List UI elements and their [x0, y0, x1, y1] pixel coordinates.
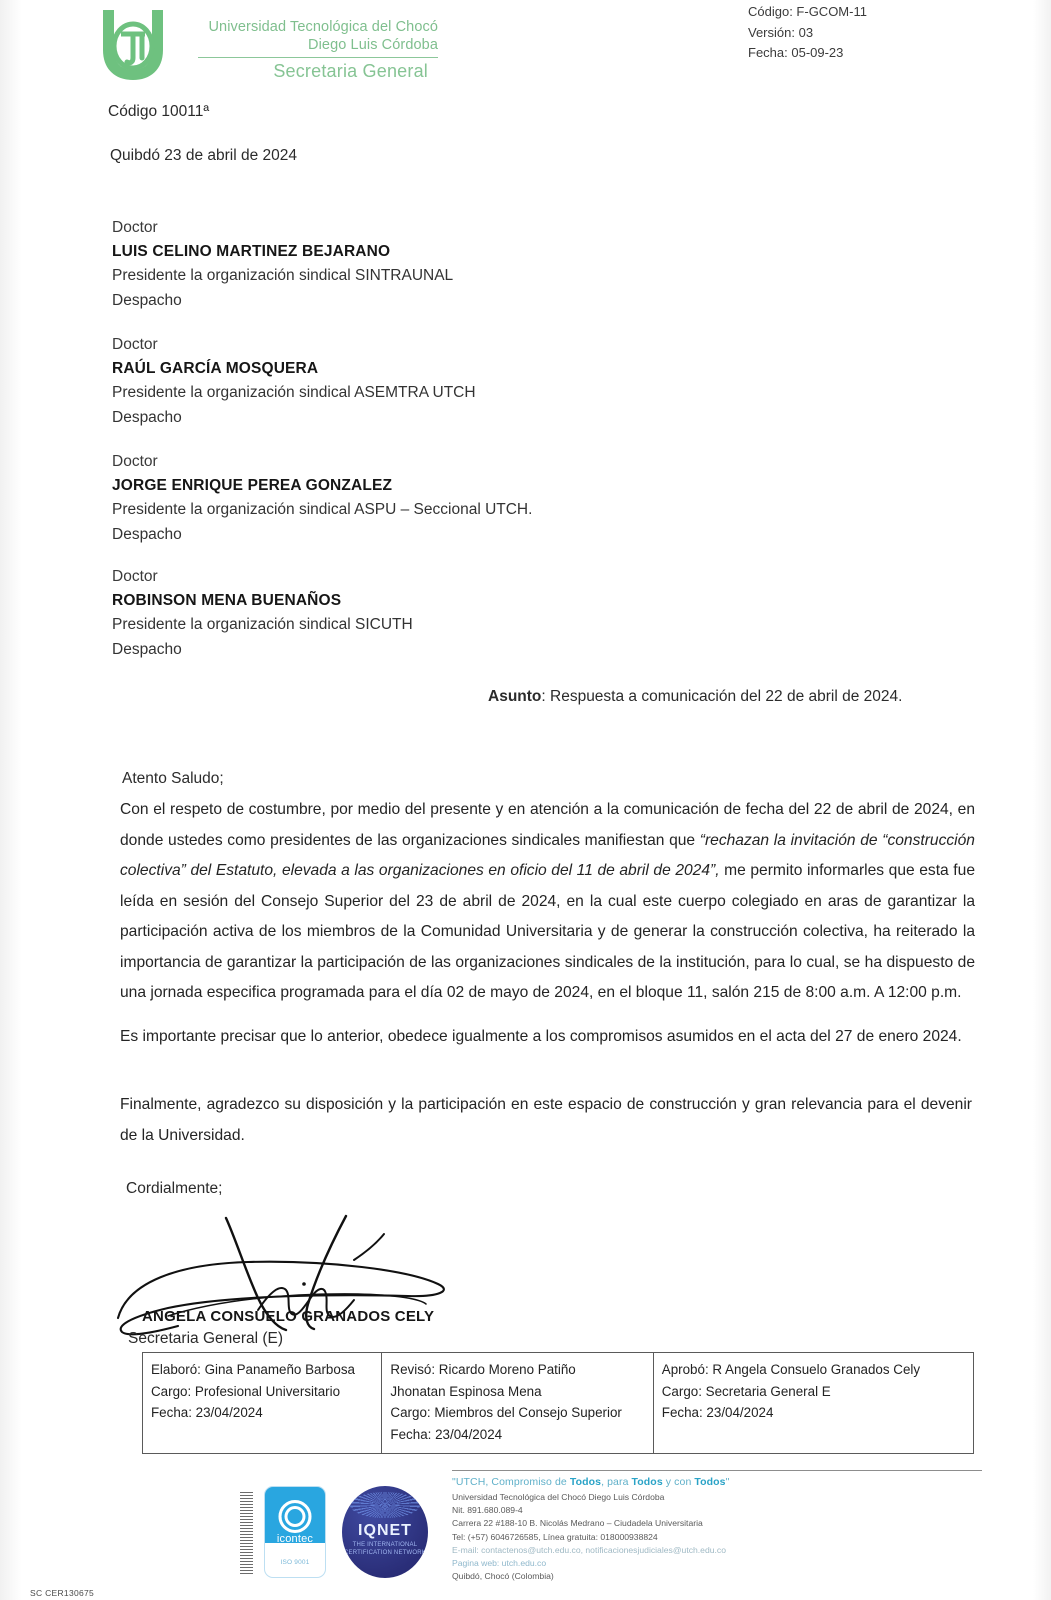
recipient-title: Doctor — [112, 219, 158, 236]
letterhead-divider — [198, 57, 438, 58]
letterhead-department: Secretaria General — [273, 61, 428, 81]
footer-certification-logos — [232, 1478, 442, 1598]
footer-slogan — [452, 1476, 782, 1488]
paragraph-1-quoted-italic: “rechazan la invitación de “construcción colectiva” del Estatuto, elevada a las organizaciones en oficio del 11 de abril de 2024”, — [120, 831, 975, 879]
recipient-block — [112, 450, 532, 547]
signoff-prepared-cell — [143, 1353, 382, 1453]
letterhead-university-name: Universidad Tecnológica del Chocó — [208, 19, 438, 35]
recipient-destination: Despacho — [112, 640, 182, 658]
doc-date: Fecha: 05-09-23 — [748, 45, 844, 60]
recipient-name: RAÚL GARCÍA MOSQUERA — [112, 360, 319, 378]
letter-city-date: Quibdó 23 de abril de 2024 — [110, 147, 298, 164]
reviewed-by-second: Jhonatan Espinosa Mena — [390, 1383, 542, 1399]
body-paragraph-3: Finalmente, agradezco su disposición y la participación en este espacio de construcción y gran relevancia para el devenir de la Universidad. — [120, 1096, 972, 1144]
body-paragraph-2: Es importante precisar que lo anterior, obedece igualmente a los compromisos asumidos en el acta del 27 de enero 2024. — [120, 1028, 962, 1045]
recipient-block — [112, 216, 453, 313]
recipient-destination: Despacho — [112, 291, 182, 309]
slogan-part-3: y con — [662, 1476, 695, 1488]
approved-by: Aprobó: R Angela Consuelo Granados Cely — [661, 1362, 921, 1377]
prepared-date: Fecha: 23/04/2024 — [151, 1405, 263, 1420]
slogan-part-4: " — [725, 1476, 730, 1488]
signoff-approved-cell — [654, 1353, 973, 1453]
slogan-bold-2: Todos — [631, 1476, 663, 1488]
recipient-role: Presidente la organización sindical ASEMTRA UTCH — [112, 384, 476, 402]
iqnet-dots-icon — [350, 1492, 420, 1518]
icontec-ring-icon — [279, 1500, 312, 1533]
paragraph-1-part-a: Con el respeto de costumbre, por medio del presente y en atención a la comunicación de fecha del 22 de abril de 2024, en donde ustedes como presidentes de las organizaciones sindicales manifiestan que — [120, 801, 975, 849]
footer-city: Quibdó, Chocó (Colombia) — [452, 1571, 554, 1582]
slogan-bold-1: Todos — [569, 1476, 602, 1488]
letterhead — [96, 4, 438, 84]
signer-name: ANGELA CONSUELO GRANADOS CELY — [142, 1308, 435, 1325]
recipient-block — [112, 565, 413, 662]
recipient-role: Presidente la organización sindical SICUTH — [112, 616, 413, 634]
recipient-block — [112, 333, 476, 430]
iqnet-logo — [342, 1486, 428, 1578]
subject-line — [488, 688, 902, 706]
prepared-position: Cargo: Profesional Universitario — [151, 1383, 341, 1399]
salutation: Atento Saludo; — [122, 770, 224, 787]
footer-address: Carrera 22 #188-10 B. Nicolás Medrano – Ciudadela Universitaria — [452, 1518, 703, 1529]
slogan-part-2: , para — [601, 1476, 632, 1488]
document-control-block — [748, 2, 867, 64]
recipient-title: Doctor — [112, 336, 158, 353]
footer-nit: Nit. 891.680.089-4 — [452, 1505, 523, 1516]
letter-code: Código 10011ª — [108, 103, 210, 120]
certificate-code: SC CER130675 — [30, 1588, 95, 1598]
closing-line: Cordialmente; — [126, 1180, 223, 1197]
recipient-name: ROBINSON MENA BUENAÑOS — [112, 592, 342, 610]
prepared-by: Elaboró: Gina Panameño Barbosa — [151, 1362, 355, 1377]
signoff-table — [142, 1352, 974, 1454]
subject-text: : Respuesta a comunicación del 22 de abril de 2024. — [541, 688, 903, 705]
signoff-reviewed-cell — [382, 1353, 653, 1453]
approved-position: Cargo: Secretaria General E — [661, 1383, 831, 1399]
footer-phone: Tel: (+57) 6046726585, Línea gratuita: 018000938824 — [452, 1531, 658, 1542]
icontec-standard: ISO 9001 — [280, 1559, 310, 1566]
footer-website: Pagina web: utch.edu.co — [452, 1558, 547, 1569]
letterhead-university-subname: Diego Luis Córdoba — [308, 37, 438, 53]
recipient-role: Presidente la organización sindical ASPU – Seccional UTCH. — [112, 501, 533, 519]
footer-email: E-mail: contactenos@utch.edu.co, notificacionesjudiciales@utch.edu.co — [452, 1544, 726, 1555]
slogan-part-1: "UTCH, Compromiso de — [452, 1476, 570, 1488]
iqnet-label: IQNET — [358, 1522, 412, 1539]
recipient-title: Doctor — [112, 453, 158, 470]
recipient-role: Presidente la organización sindical SINTRAUNAL — [112, 267, 454, 285]
footer-contact-block — [452, 1476, 782, 1583]
subject-label: Asunto — [488, 688, 542, 705]
body-paragraph-1 — [120, 795, 975, 1009]
approved-date: Fecha: 23/04/2024 — [661, 1405, 774, 1420]
signer-role: Secretaria General (E) — [128, 1330, 284, 1347]
reviewed-by: Revisó: Ricardo Moreno Patiño — [390, 1362, 576, 1377]
footer-divider — [452, 1470, 982, 1471]
page-edge-left — [0, 0, 22, 1600]
slogan-bold-3: Todos — [694, 1476, 726, 1488]
icontec-label: icontec — [276, 1533, 314, 1545]
vertical-barcode-icon — [240, 1492, 253, 1574]
page-edge-right — [1033, 0, 1051, 1600]
recipient-destination: Despacho — [112, 525, 182, 543]
reviewed-date: Fecha: 23/04/2024 — [390, 1426, 503, 1442]
recipient-name: JORGE ENRIQUE PEREA GONZALEZ — [112, 477, 393, 495]
doc-version: Versión: 03 — [748, 24, 814, 40]
paragraph-1-part-b: me permito informarles que esta fue leída en sesión del Consejo Superior del 23 de abril de 2024, en la cual este cuerpo colegiado en aras de garantizar la participación activa de los miembros de la Comunidad Universitaria y de generar la construcción colectiva, ha reiterado la importancia de garantizar la participación de las organizaciones sindicales de la institución, para lo cual, se ha dispuesto de una jornada especifica programada para el día 02 de mayo de 2024, en el bloque 11, salón 215 de 8:00 a.m. A 12:00 p.m. — [120, 862, 975, 1001]
recipient-title: Doctor — [112, 568, 158, 585]
footer-org-name: Universidad Tecnológica del Chocó Diego Luis Córdoba — [452, 1492, 665, 1502]
recipient-name: LUIS CELINO MARTINEZ BEJARANO — [112, 243, 391, 261]
recipient-destination: Despacho — [112, 408, 182, 426]
iqnet-subtitle: THE INTERNATIONAL CERTIFICATION NETWORK — [344, 1542, 426, 1556]
icontec-logo — [264, 1486, 326, 1578]
utch-shield-logo-icon — [96, 6, 170, 84]
doc-code: Código: F-GCOM-11 — [748, 4, 867, 19]
reviewed-position: Cargo: Miembros del Consejo Superior — [390, 1405, 622, 1420]
